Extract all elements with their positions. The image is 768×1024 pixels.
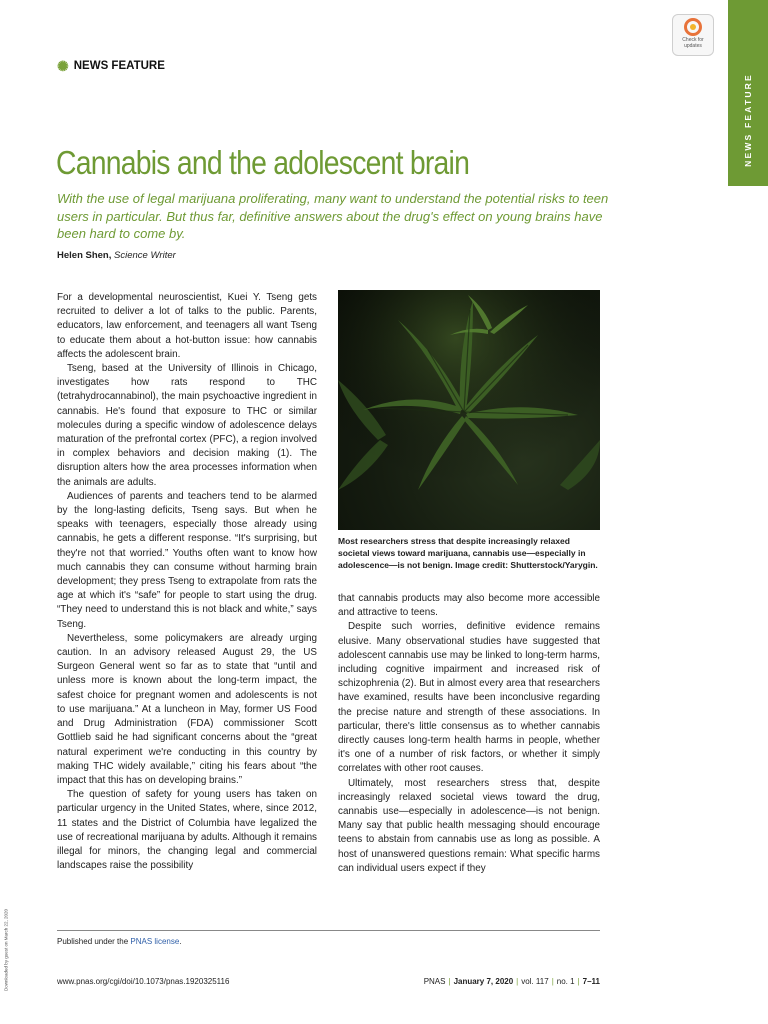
paragraph: Despite such worries, definitive evidence remains elusive. Many observational studies have suggested that adolescent cannabis use may be linked to long-term harms, including cognitive impairment and increased risk of schizophrenia (2). But in almost every area that researchers have examined, results have been inconclusive regarding the precise nature and strength of these associations. In particular, there's little consensus as to whether cannabis directly causes long-term health harms in people, whether it's one of a number of risk factors, or whether it simply correlates with other root causes.: [338, 621, 600, 775]
badge-text-line2: updates: [684, 42, 702, 49]
issue-number: no. 1: [556, 977, 575, 986]
cannabis-leaves-illustration: [338, 290, 600, 530]
footer-divider: [57, 930, 600, 931]
citation-line: PNAS | January 7, 2020 | vol. 117 | no. 1 | 7–11: [423, 977, 600, 986]
issue-date: January 7, 2020: [453, 977, 514, 986]
kicker-label: NEWS FEATURE: [73, 60, 165, 72]
paragraph: The question of safety for young users has taken on particular urgency in the United States, where, since 2012, 11 states and the District of Columbia have legalized the use of recreational marijuana by adults. Although it remains illegal for minors, the changing legal and commercial landscapes raise the possibility: [57, 789, 317, 872]
author-role: Science Writer: [114, 250, 176, 261]
cannabis-photo: [338, 290, 600, 530]
flower-icon: ✺: [57, 58, 69, 74]
article-title: Cannabis and the adolescent brain: [56, 144, 470, 181]
download-note: Downloaded by guest on March 22, 2020: [3, 908, 9, 992]
journal-name: PNAS: [423, 977, 446, 986]
article-subtitle: With the use of legal marijuana proliferating, many want to understand the potential risks to teen users in particular. But thus far, definitive answers about the drug's effect on young brains have been hard to come by.: [57, 191, 609, 241]
side-tab-label: NEWS FEATURE: [743, 73, 753, 167]
check-for-updates-icon: [684, 18, 702, 36]
license-link[interactable]: PNAS license: [130, 937, 180, 946]
section-kicker: [57, 59, 165, 73]
doi-link[interactable]: www.pnas.org/cgi/doi/10.1073/pnas.1920325116: [57, 977, 230, 986]
right-column: [338, 592, 600, 876]
paragraph: Tseng, based at the University of Illinois in Chicago, investigates how rats respond to THC (tetrahydrocannabinol), the main psychoactive ingredient in cannabis. He's found that exposure to THC or similar molecules during a specific window of adolescence delays maturation of the prefrontal cortex (PFC), a region involved in complex behaviors and decision making (1). The disruption alters how the area processes information when the animals are adults.: [57, 363, 317, 488]
paragraph: Nevertheless, some policymakers are already urging caution. In an advisory released August 29, the US Surgeon General went so far as to state that “until and unless more is known about the long-term impact, the safest choice for pregnant women and adolescents is not to use marijuana.” At a luncheon in May, former US Food and Drug Administration (FDA) commissioner Scott Gottlieb said he had significant concerns about the “great natural experiment we're conducting in this country by making THC widely available,” citing his fears about “the impact that this has on developing brains.”: [57, 632, 317, 786]
paragraph: Ultimately, most researchers stress that, despite increasingly relaxed societal views toward the drug, cannabis use—especially in adolescence—is not benign. Many say that public health messaging should encourage teens to abstain from cannabis use as long as possible. A host of unanswered questions remain: What specific harms can individual users expect if they: [338, 777, 600, 874]
page-range: 7–11: [582, 977, 600, 986]
photo-caption: Most researchers stress that despite increasingly relaxed societal views toward marijuana, cannabis use—especially in adolescence—is not benign. Image credit: Shutterstock/Yarygin.: [338, 536, 598, 570]
license-note: Published under the PNAS license.: [57, 937, 182, 946]
check-for-updates-button[interactable]: [672, 14, 714, 56]
paragraph: that cannabis products may also become more accessible and attractive to teens.: [338, 593, 600, 619]
byline: [57, 250, 176, 261]
left-column: [57, 291, 317, 873]
paragraph: For a developmental neuroscientist, Kuei Y. Tseng gets recruited to deliver a lot of talks to the public. Parents, educators, law enforcement, and teenagers all want Tseng to educate them about a hot-button issue: how cannabis affects the adolescent brain.: [57, 292, 317, 360]
author-name: Helen Shen,: [57, 250, 112, 261]
badge-text-line1: Check for: [682, 37, 704, 43]
paragraph: Audiences of parents and teachers tend to be alarmed by the long-lasting deficits, Tseng says. But when he speaks with teenagers, especially those already using cannabis, he gets a different response. “It's surprising, but they're not that worried.” Youths often want to know how much cannabis they can consume without harming brain development; they press Tseng to extrapolate from rats the age at which it's “safe” for people to start using the drug. “They need to understand this is not black and white,” says Tseng.: [57, 490, 317, 630]
volume: vol. 117: [521, 977, 549, 986]
